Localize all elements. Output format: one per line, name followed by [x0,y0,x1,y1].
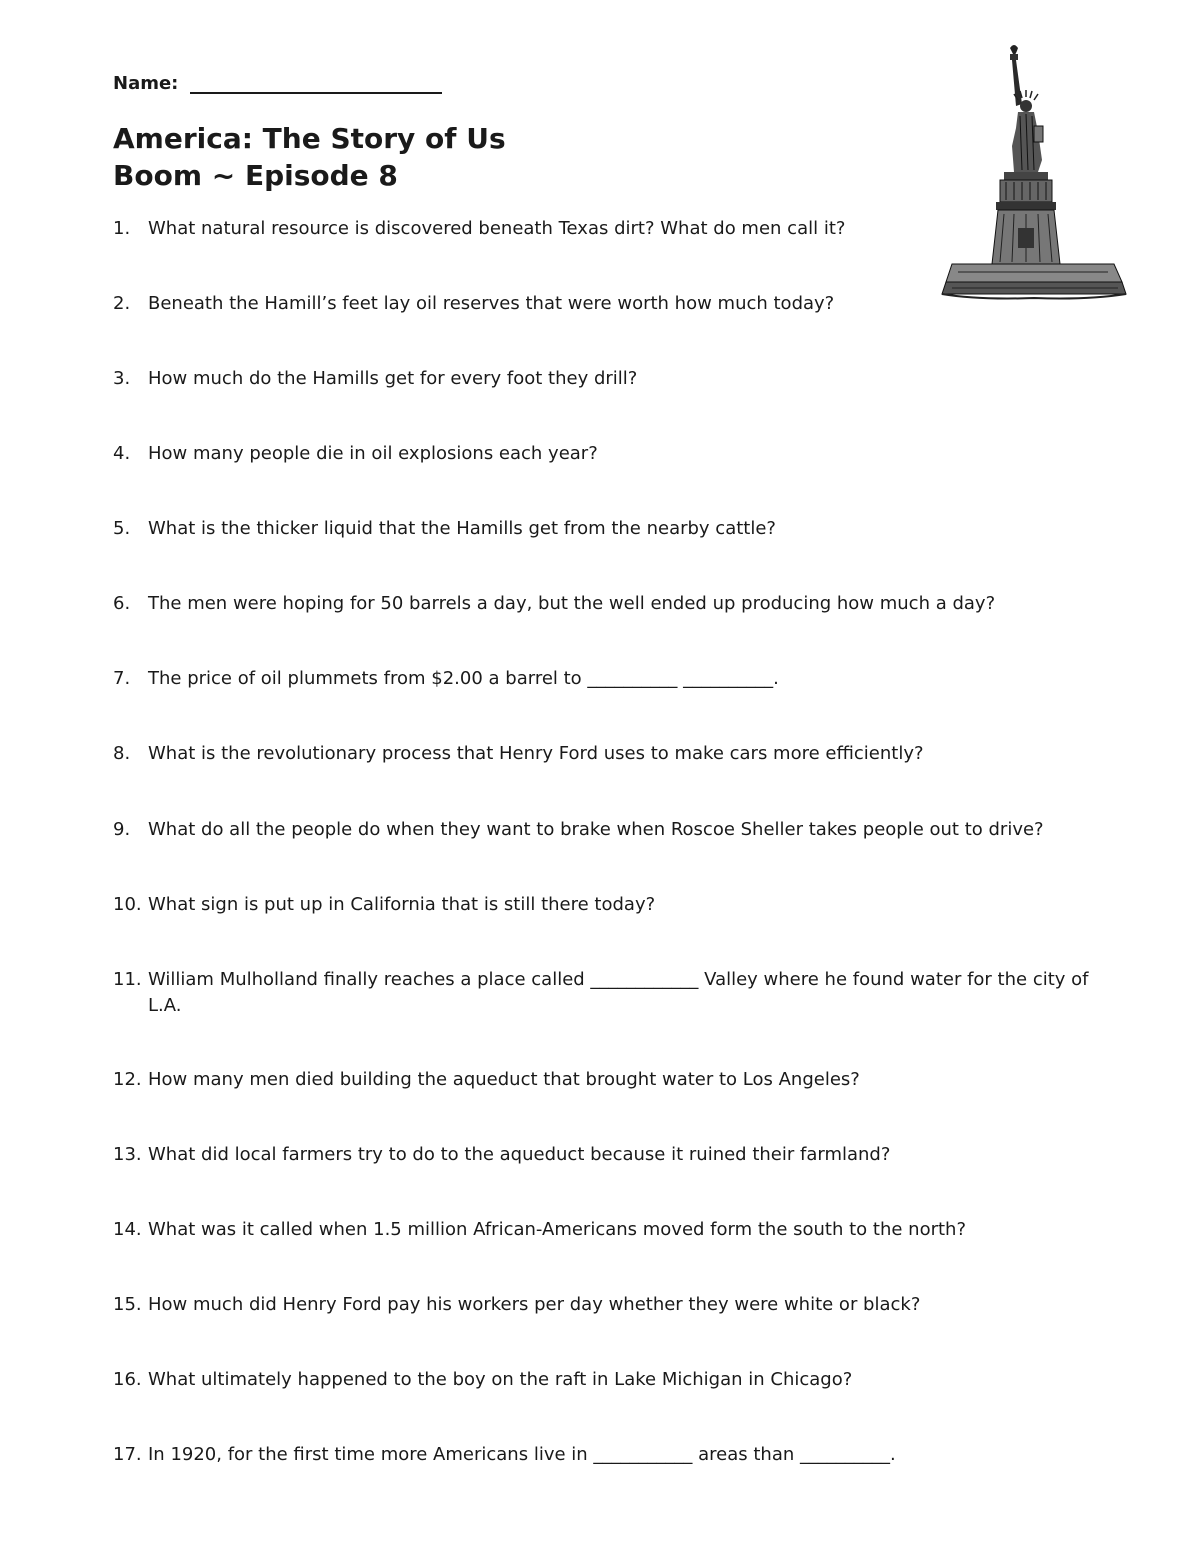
question-number: 3. [113,368,131,389]
question-item [113,892,1123,918]
question-text: What did local farmers try to do to the aqueduct because it ruined their farmland? [148,1144,891,1165]
question-item [113,666,1123,692]
question-number: 14. [113,1219,142,1240]
title-line-1: America: The Story of Us [113,122,506,155]
question-item [113,1067,1123,1093]
question-text: What sign is put up in California that is still there today? [148,894,656,915]
question-text: What is the revolutionary process that Henry Ford uses to make cars more efficiently? [148,743,924,764]
question-text: In 1920, for the first time more Americans live in ___________ areas than __________. [148,1444,896,1465]
question-item [113,1292,1123,1318]
name-row [113,72,442,94]
question-text: Beneath the Hamill’s feet lay oil reserves that were worth how much today? [148,293,835,314]
question-item [113,216,1123,242]
question-text: What ultimately happened to the boy on the raft in Lake Michigan in Chicago? [148,1369,853,1390]
question-item [113,441,1123,467]
question-item [113,516,1123,542]
question-item [113,1217,1123,1243]
statue-of-liberty-icon [938,42,1128,304]
question-number: 5. [113,518,131,539]
question-text: What is the thicker liquid that the Hamills get from the nearby cattle? [148,518,776,539]
question-item [113,1142,1123,1168]
question-number: 1. [113,218,131,239]
question-text: How many men died building the aqueduct that brought water to Los Angeles? [148,1069,860,1090]
question-number: 4. [113,443,131,464]
question-item [113,291,1123,317]
question-item [113,967,1123,1019]
question-text: What do all the people do when they want to brake when Roscoe Sheller takes people out to drive? [148,819,1044,840]
question-item [113,591,1123,617]
question-number: 10. [113,894,142,915]
question-item [113,366,1123,392]
worksheet-title [113,120,506,194]
question-text: What natural resource is discovered beneath Texas dirt? What do men call it? [148,218,846,239]
question-item [113,1367,1123,1393]
question-number: 2. [113,293,131,314]
question-number: 6. [113,593,131,614]
question-text: What was it called when 1.5 million African-Americans moved form the south to the north? [148,1219,967,1240]
question-number: 12. [113,1069,142,1090]
name-blank-line[interactable] [190,72,442,94]
question-text: William Mulholland finally reaches a place called ____________ Valley where he found water for the city of L.A. [148,969,1089,1016]
question-text: How many people die in oil explosions each year? [148,443,598,464]
question-number: 13. [113,1144,142,1165]
question-number: 17. [113,1444,142,1465]
question-number: 11. [113,969,142,990]
question-item [113,1442,1123,1468]
question-item [113,817,1123,843]
question-number: 15. [113,1294,142,1315]
question-number: 7. [113,668,131,689]
question-text: How much did Henry Ford pay his workers per day whether they were white or black? [148,1294,921,1315]
question-text: The men were hoping for 50 barrels a day, but the well ended up producing how much a day? [148,593,996,614]
title-line-2: Boom ~ Episode 8 [113,159,398,192]
question-number: 16. [113,1369,142,1390]
question-number: 8. [113,743,131,764]
question-number: 9. [113,819,131,840]
question-item [113,741,1123,767]
name-label: Name: [113,73,179,94]
question-text: The price of oil plummets from $2.00 a barrel to __________ __________. [148,668,779,689]
question-text: How much do the Hamills get for every foot they drill? [148,368,638,389]
